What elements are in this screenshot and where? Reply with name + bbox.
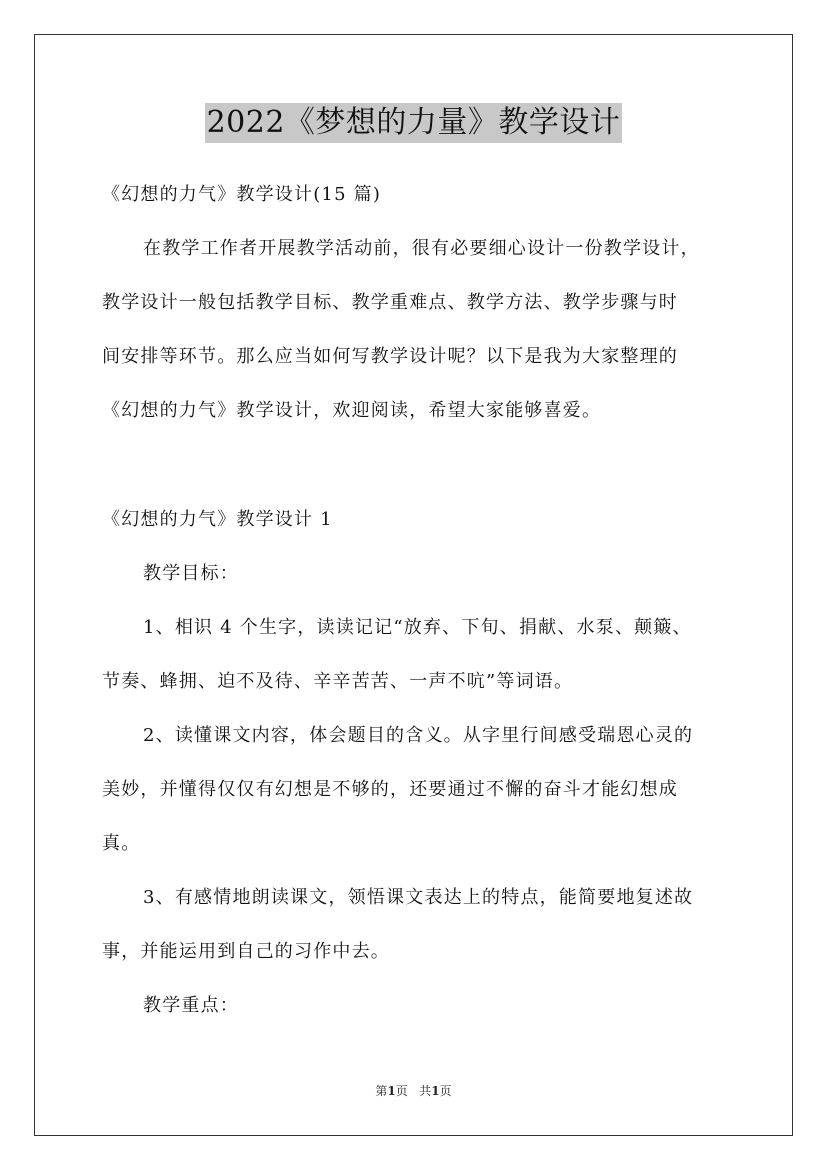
intro-line-1: 在教学工作者开展教学活动前，很有必要细心设计一份教学设计， — [143, 238, 700, 259]
document-subtitle: 《幻想的力气》教学设计(15 篇) — [102, 184, 382, 205]
objective-1-line-1: 1、相识 4 个生字，读读记记“放弃、下旬、捐献、水泵、颠簸、 — [143, 617, 692, 638]
footer-page-prefix: 第 — [375, 1084, 388, 1098]
document-title-text: 2022《梦想的力量》教学设计 — [205, 103, 623, 143]
intro-line-2: 教学设计一般包括教学目标、教学重难点、教学方法、教学步骤与时 — [102, 292, 678, 313]
document-title — [0, 102, 827, 143]
footer-page-number: 1 — [387, 1084, 396, 1098]
objective-2-line-1: 2、读懂课文内容，体会题目的含义。从字里行间感受瑞恩心灵的 — [143, 725, 694, 746]
footer-total-number: 1 — [431, 1084, 440, 1098]
objective-3-line-2: 事，并能运用到自己的习作中去。 — [102, 941, 390, 962]
footer-page-suffix: 页 — [395, 1084, 408, 1098]
objective-1-line-2: 节奏、蜂拥、迫不及待、辛辛苦苦、一声不吭”等词语。 — [102, 671, 574, 692]
keypoints-label: 教学重点： — [143, 995, 239, 1016]
footer-total-prefix: 共 — [419, 1084, 432, 1098]
footer-total-suffix: 页 — [439, 1084, 452, 1098]
section-heading: 《幻想的力气》教学设计 1 — [102, 509, 333, 530]
objective-2-line-3: 真。 — [102, 833, 141, 854]
objectives-label: 教学目标： — [143, 563, 239, 584]
intro-line-4: 《幻想的力气》教学设计，欢迎阅读，希望大家能够喜爱。 — [102, 400, 602, 421]
objective-2-line-2: 美妙，并懂得仅仅有幻想是不够的，还要通过不懈的奋斗才能幻想成 — [102, 779, 678, 800]
page-footer — [0, 1083, 827, 1099]
objective-3-line-1: 3、有感情地朗读课文，领悟课文表达上的特点，能简要地复述故 — [143, 887, 694, 908]
intro-line-3: 间安排等环节。那么应当如何写教学设计呢？以下是我为大家整理的 — [102, 346, 678, 367]
